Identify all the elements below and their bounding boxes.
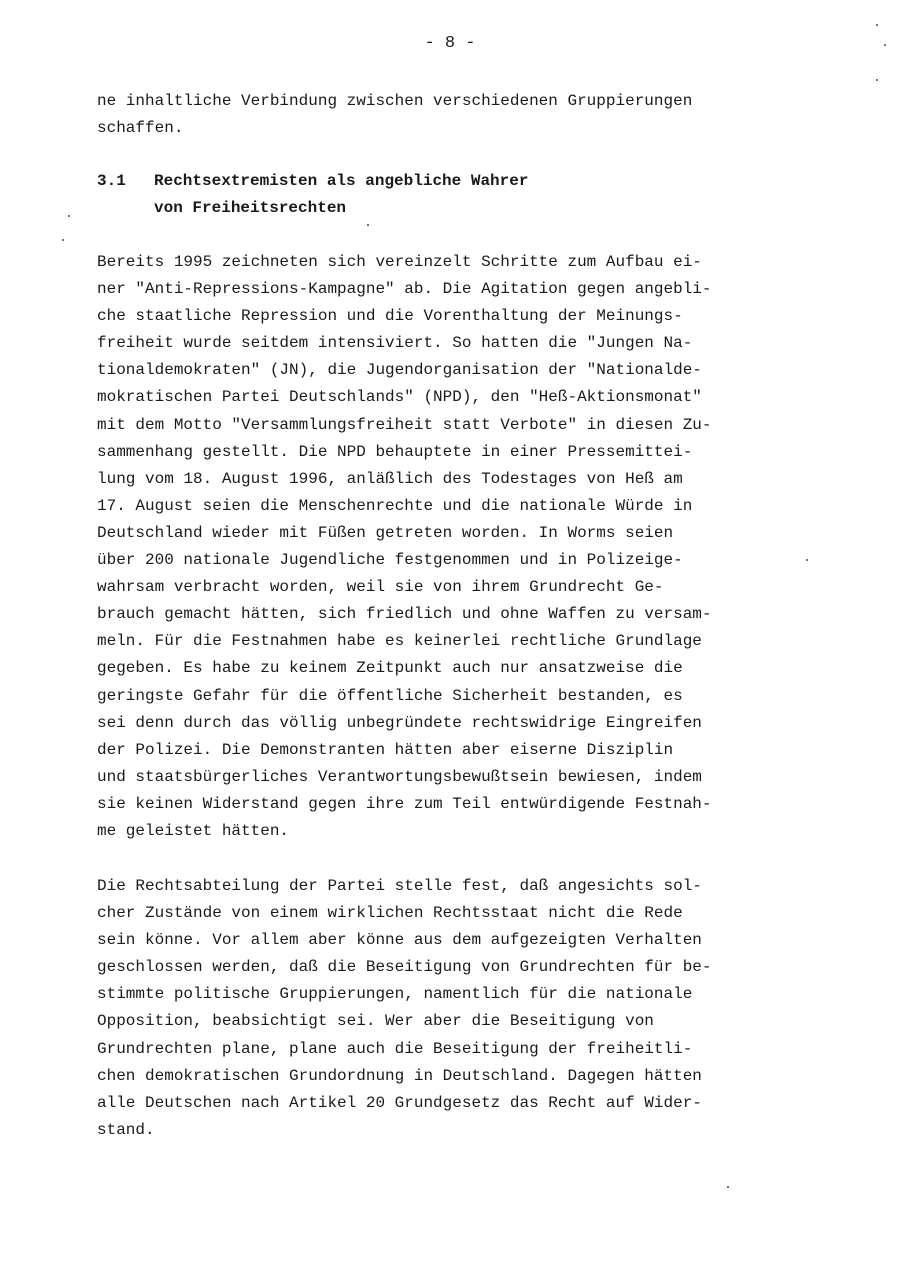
text-line: che staatliche Repression und die Vorenthaltung der Meinungs-	[97, 307, 683, 326]
scan-speck	[68, 215, 70, 217]
text-line: gegeben. Es habe zu keinem Zeitpunkt auch nur ansatzweise die	[97, 659, 683, 678]
text-line: der Polizei. Die Demonstranten hätten aber eiserne Disziplin	[97, 740, 674, 759]
text-line: me geleistet hätten.	[97, 821, 290, 840]
text-line: Opposition, beabsichtigt sei. Wer aber die Beseitigung von	[97, 1012, 654, 1031]
scan-speck	[727, 1186, 729, 1188]
text-line: meln. Für die Festnahmen habe es keinerlei rechtliche Grundlage	[97, 632, 702, 651]
text-line: 17. August seien die Menschenrechte und die nationale Würde in	[97, 496, 693, 515]
scan-speck	[806, 559, 808, 561]
text-line: lung vom 18. August 1996, anläßlich des Todestages von Heß am	[97, 469, 683, 488]
text-line: cher Zustände von einem wirklichen Rechtsstaat nicht die Rede	[97, 904, 683, 923]
paragraph-2	[97, 873, 712, 1144]
text-line: ner "Anti-Repressions-Kampagne" ab. Die Agitation gegen angebli-	[97, 280, 712, 299]
text-line: sei denn durch das völlig unbegründete rechtswidrige Eingreifen	[97, 713, 702, 732]
text-line: schaffen.	[97, 119, 184, 138]
text-line: tionaldemokraten" (JN), die Jugendorganisation der "Nationalde-	[97, 361, 702, 380]
page-number: - 8 -	[424, 34, 476, 53]
text-line: alle Deutschen nach Artikel 20 Grundgesetz das Recht auf Wider-	[97, 1093, 702, 1112]
text-line: Grundrechten plane, plane auch die Beseitigung der freiheitli-	[97, 1039, 693, 1058]
section-title-line-2: von Freiheitsrechten	[154, 199, 347, 217]
scan-speck	[62, 239, 64, 241]
section-title-line-1: Rechtsextremisten als angebliche Wahrer	[154, 172, 529, 190]
text-line: Bereits 1995 zeichneten sich vereinzelt Schritte zum Aufbau ei-	[97, 253, 702, 271]
text-line: über 200 nationale Jugendliche festgenommen und in Polizeige-	[97, 551, 683, 570]
text-line: sie keinen Widerstand gegen ihre zum Teil entwürdigende Festnah-	[97, 794, 712, 813]
text-line: stand.	[97, 1120, 155, 1139]
text-line: mit dem Motto "Versammlungsfreiheit statt Verbote" in diesen Zu-	[97, 415, 712, 434]
text-line: sein könne. Vor allem aber könne aus dem aufgezeigten Verhalten	[97, 931, 702, 950]
text-line: mokratischen Partei Deutschlands" (NPD), den "Heß-Aktionsmonat"	[97, 388, 702, 407]
text-line: chen demokratischen Grundordnung in Deutschland. Dagegen hätten	[97, 1066, 702, 1085]
text-line: brauch gemacht hätten, sich friedlich und ohne Waffen zu versam-	[97, 605, 712, 624]
text-line: stimmte politische Gruppierungen, namentlich für die nationale	[97, 985, 693, 1004]
text-line: Deutschland wieder mit Füßen getreten worden. In Worms seien	[97, 523, 674, 542]
text-line: geschlossen werden, daß die Beseitigung von Grundrechten für be-	[97, 958, 712, 977]
scan-speck	[367, 224, 369, 226]
intro-text	[97, 88, 692, 142]
text-line: wahrsam verbracht worden, weil sie von ihrem Grundrecht Ge-	[97, 578, 664, 597]
text-line: sammenhang gestellt. Die NPD behauptete in einer Pressemittei-	[97, 442, 693, 461]
scan-speck	[876, 79, 878, 81]
text-line: freiheit wurde seitdem intensiviert. So hatten die "Jungen Na-	[97, 334, 693, 353]
text-line: und staatsbürgerliches Verantwortungsbewußtsein bewiesen, indem	[97, 767, 702, 786]
text-line: Die Rechtsabteilung der Partei stelle fest, daß angesichts sol-	[97, 877, 702, 895]
scan-speck	[876, 24, 878, 26]
scan-speck	[884, 44, 886, 46]
text-line: geringste Gefahr für die öffentliche Sicherheit bestanden, es	[97, 686, 683, 705]
section-heading	[97, 168, 528, 222]
paragraph-1	[97, 249, 712, 845]
section-number: 3.1	[97, 172, 126, 190]
text-line: ne inhaltliche Verbindung zwischen verschiedenen Gruppierungen	[97, 92, 693, 110]
